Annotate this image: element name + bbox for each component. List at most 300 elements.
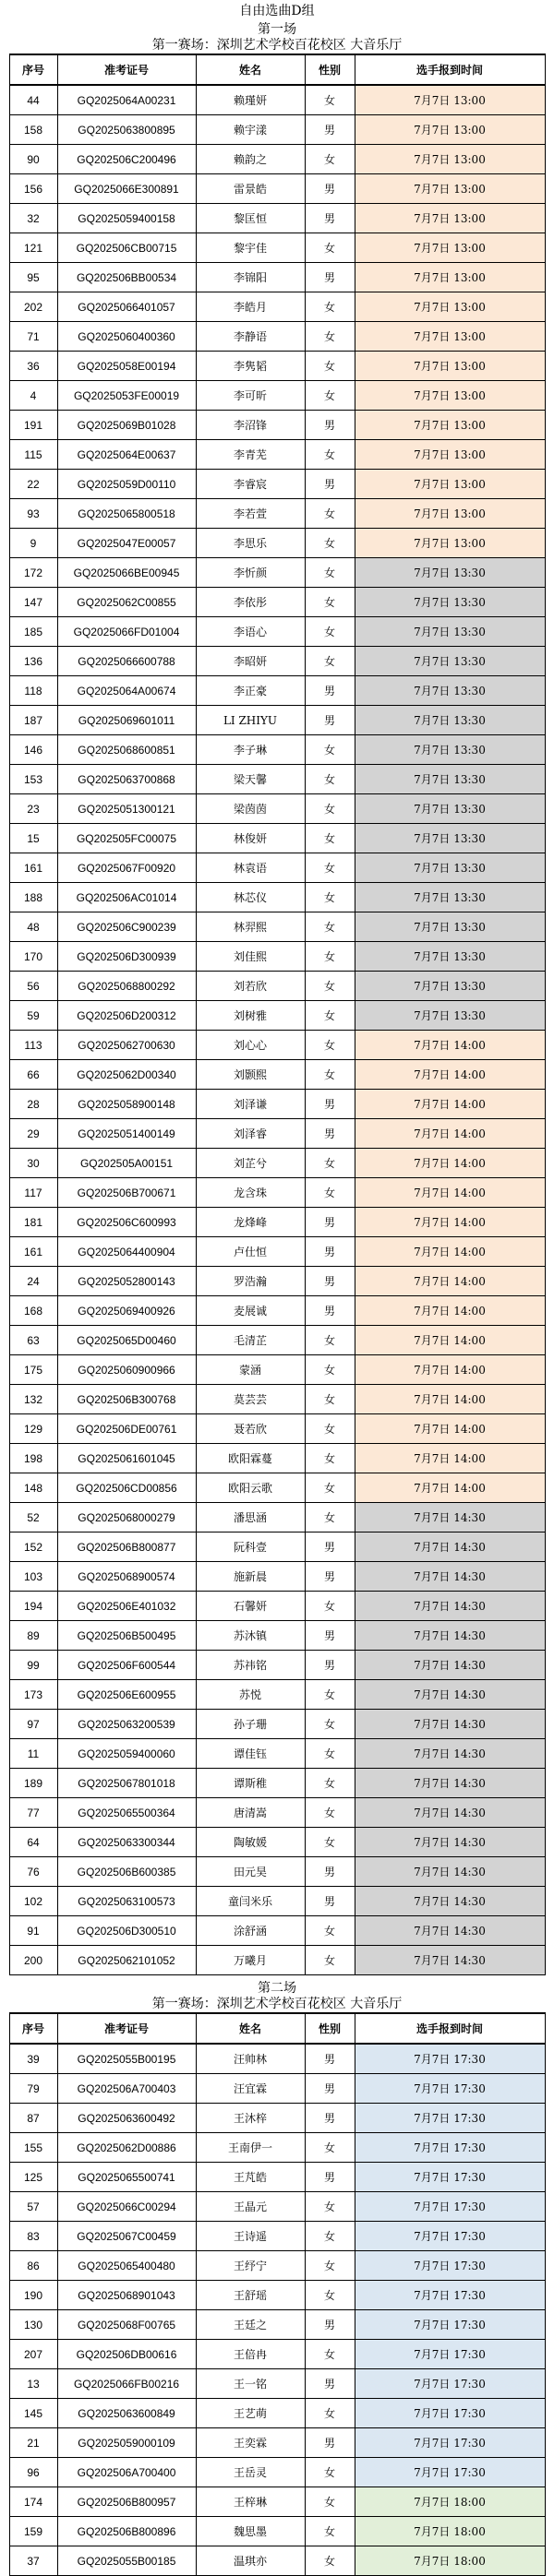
- gender-cell: 女: [305, 1828, 355, 1857]
- gender-cell: 男: [305, 1651, 355, 1680]
- table-row: [9, 2340, 545, 2369]
- table-row: [9, 2251, 545, 2281]
- seq-cell: 97: [9, 1710, 57, 1739]
- checkin-time-cell: 7月7日 13:00: [355, 292, 545, 322]
- checkin-time-cell: 7月7日 13:00: [355, 352, 545, 381]
- seq-cell: 96: [9, 2458, 57, 2487]
- checkin-time-cell: 7月7日 13:00: [355, 85, 545, 115]
- seq-cell: 71: [9, 322, 57, 352]
- gender-cell: 女: [305, 647, 355, 676]
- gender-cell: 女: [305, 2281, 355, 2310]
- checkin-time-cell: 7月7日 17:30: [355, 2104, 545, 2133]
- exam-id-cell: GQ202506A700403: [57, 2074, 196, 2104]
- checkin-time-cell: 7月7日 13:30: [355, 765, 545, 794]
- gender-cell: 女: [305, 735, 355, 765]
- exam-id-cell: GQ202506B800877: [57, 1532, 196, 1562]
- exam-id-cell: GQ202506DB00616: [57, 2340, 196, 2369]
- table-row: [9, 2369, 545, 2399]
- gender-cell: 女: [305, 1444, 355, 1473]
- checkin-time-cell: 7月7日 14:30: [355, 1592, 545, 1621]
- exam-id-cell: GQ202505FC00075: [57, 824, 196, 853]
- name-cell: 李可昕: [196, 381, 305, 411]
- gender-cell: 女: [305, 853, 355, 883]
- table-row: [9, 470, 545, 499]
- checkin-time-cell: 7月7日 13:00: [355, 204, 545, 233]
- table-row: [9, 706, 545, 735]
- gender-cell: 男: [305, 115, 355, 145]
- name-cell: 李思乐: [196, 529, 305, 558]
- name-cell: 黎宇佳: [196, 233, 305, 263]
- seq-cell: 83: [9, 2222, 57, 2251]
- table-row: [9, 1208, 545, 1237]
- gender-cell: 女: [305, 558, 355, 588]
- name-cell: 苏沐镇: [196, 1621, 305, 1651]
- exam-id-cell: GQ2025051400149: [57, 1119, 196, 1149]
- seq-cell: 118: [9, 676, 57, 706]
- name-cell: 李忻颜: [196, 558, 305, 588]
- name-cell: 石馨妍: [196, 1592, 305, 1621]
- exam-id-cell: GQ202506B600385: [57, 1857, 196, 1887]
- gender-cell: 女: [305, 1710, 355, 1739]
- gender-header: 性别: [305, 54, 355, 85]
- checkin-time-cell: 7月7日 14:00: [355, 1237, 545, 1267]
- seq-header: 序号: [9, 2013, 57, 2044]
- gender-cell: 女: [305, 794, 355, 824]
- checkin-time-cell: 7月7日 14:00: [355, 1473, 545, 1503]
- name-cell: 王梓琳: [196, 2487, 305, 2517]
- checkin-time-cell: 7月7日 13:30: [355, 1001, 545, 1031]
- seq-cell: 23: [9, 794, 57, 824]
- gender-cell: 男: [305, 2428, 355, 2458]
- table-row: [9, 1296, 545, 1326]
- name-cell: 童闫米乐: [196, 1887, 305, 1916]
- gender-cell: 男: [305, 411, 355, 440]
- checkin-time-cell: 7月7日 14:30: [355, 1769, 545, 1798]
- seq-cell: 77: [9, 1798, 57, 1828]
- table-row: [9, 1119, 545, 1149]
- name-cell: 谭佳钰: [196, 1739, 305, 1769]
- checkin-time-cell: 7月7日 14:00: [355, 1326, 545, 1355]
- seq-cell: 117: [9, 1178, 57, 1208]
- gender-cell: 女: [305, 1473, 355, 1503]
- name-cell: 潘思涵: [196, 1503, 305, 1532]
- exam-id-cell: GQ2025063600849: [57, 2399, 196, 2428]
- exam-id-cell: GQ2025059D00110: [57, 470, 196, 499]
- table-row: [9, 1473, 545, 1503]
- exam-id-cell: GQ2025066401057: [57, 292, 196, 322]
- exam-id-cell: GQ202506E600955: [57, 1680, 196, 1710]
- name-cell: 雷景皓: [196, 174, 305, 204]
- name-header: 姓名: [196, 2013, 305, 2044]
- seq-cell: 190: [9, 2281, 57, 2310]
- seq-cell: 95: [9, 263, 57, 292]
- gender-cell: 女: [305, 912, 355, 942]
- name-cell: 梁天馨: [196, 765, 305, 794]
- exam-id-cell: GQ2025064E00637: [57, 440, 196, 470]
- gender-cell: 女: [305, 2192, 355, 2222]
- table-row: [9, 1680, 545, 1710]
- table-row: [9, 2074, 545, 2104]
- table-row: [9, 145, 545, 174]
- exam-id-cell: GQ2025069B01028: [57, 411, 196, 440]
- name-cell: 林袁语: [196, 853, 305, 883]
- checkin-time-cell: 7月7日 14:00: [355, 1178, 545, 1208]
- gender-cell: 女: [305, 942, 355, 972]
- gender-cell: 男: [305, 2074, 355, 2104]
- gender-cell: 女: [305, 499, 355, 529]
- exam-id-cell: GQ2025067F00920: [57, 853, 196, 883]
- table-row: [9, 1651, 545, 1680]
- gender-cell: 女: [305, 2517, 355, 2546]
- checkin-time-cell: 7月7日 13:30: [355, 735, 545, 765]
- checkin-time-cell: 7月7日 13:30: [355, 883, 545, 912]
- table-row: [9, 1090, 545, 1119]
- session-venue: 第一赛场：深圳艺术学校百花校区 大音乐厅: [151, 1997, 403, 2011]
- exam-id-cell: GQ2025065800518: [57, 499, 196, 529]
- name-cell: 王诗遥: [196, 2222, 305, 2251]
- name-cell: 李依彤: [196, 588, 305, 617]
- checkin-time-cell: 7月7日 13:00: [355, 145, 545, 174]
- exam-id-cell: GQ202506C600993: [57, 1208, 196, 1237]
- name-cell: 施新晨: [196, 1562, 305, 1592]
- checkin-time-cell: 7月7日 13:00: [355, 440, 545, 470]
- seq-cell: 155: [9, 2133, 57, 2163]
- checkin-time-cell: 7月7日 14:30: [355, 1798, 545, 1828]
- exam-id-cell: GQ2025066E300891: [57, 174, 196, 204]
- checkin-time-cell: 7月7日 18:00: [355, 2487, 545, 2517]
- name-cell: 刘颢熙: [196, 1060, 305, 1090]
- checkin-time-cell: 7月7日 13:30: [355, 588, 545, 617]
- name-cell: 赖韵之: [196, 145, 305, 174]
- gender-cell: 女: [305, 352, 355, 381]
- seq-cell: 145: [9, 2399, 57, 2428]
- exam-id-cell: GQ202506D300939: [57, 942, 196, 972]
- seq-cell: 113: [9, 1031, 57, 1060]
- gender-cell: 女: [305, 1178, 355, 1208]
- table-row: [9, 942, 545, 972]
- table-row: [9, 2044, 545, 2074]
- gender-cell: 男: [305, 1119, 355, 1149]
- name-cell: 李正豪: [196, 676, 305, 706]
- gender-cell: 女: [305, 1592, 355, 1621]
- exam-id-cell: GQ2025058E00194: [57, 352, 196, 381]
- exam-id-cell: GQ2025068F00765: [57, 2310, 196, 2340]
- checkin-time-cell: 7月7日 14:30: [355, 1621, 545, 1651]
- table-row: [9, 1031, 545, 1060]
- name-cell: 唐清嵩: [196, 1798, 305, 1828]
- exam-id-cell: GQ2025062D00340: [57, 1060, 196, 1090]
- checkin-time-cell: 7月7日 17:30: [355, 2340, 545, 2369]
- checkin-time-cell: 7月7日 14:30: [355, 1680, 545, 1710]
- table-row: [9, 676, 545, 706]
- exam-id-cell: GQ2025055B00185: [57, 2546, 196, 2576]
- checkin-time-cell: 7月7日 17:30: [355, 2133, 545, 2163]
- gender-cell: 女: [305, 1946, 355, 1975]
- name-cell: 麦展诚: [196, 1296, 305, 1326]
- checkin-time-cell: 7月7日 13:00: [355, 263, 545, 292]
- exam-id-cell: GQ202506D300510: [57, 1916, 196, 1946]
- gender-cell: 男: [305, 204, 355, 233]
- table-row: [9, 2428, 545, 2458]
- checkin-time-cell: 7月7日 14:00: [355, 1267, 545, 1296]
- table-row: [9, 2546, 545, 2576]
- table-row: [9, 1828, 545, 1857]
- seq-cell: 175: [9, 1355, 57, 1385]
- checkin-time-cell: 7月7日 14:00: [355, 1296, 545, 1326]
- checkin-time-cell: 7月7日 14:30: [355, 1710, 545, 1739]
- checkin-time-cell: 7月7日 14:30: [355, 1857, 545, 1887]
- table-row: [9, 1562, 545, 1592]
- name-cell: 刘心心: [196, 1031, 305, 1060]
- seq-cell: 202: [9, 292, 57, 322]
- name-cell: 李青芜: [196, 440, 305, 470]
- exam-id-cell: GQ2025052800143: [57, 1267, 196, 1296]
- seq-cell: 30: [9, 1149, 57, 1178]
- table-row: [9, 1444, 545, 1473]
- name-cell: 林羿熙: [196, 912, 305, 942]
- seq-cell: 66: [9, 1060, 57, 1090]
- table-row: [9, 1739, 545, 1769]
- name-cell: 阮科壹: [196, 1532, 305, 1562]
- name-cell: 罗浩瀚: [196, 1267, 305, 1296]
- name-cell: 万曦月: [196, 1946, 305, 1975]
- table-row: [9, 1887, 545, 1916]
- exam-id-cell: GQ2025066FB00216: [57, 2369, 196, 2399]
- gender-cell: 女: [305, 322, 355, 352]
- table-row: [9, 647, 545, 676]
- checkin-time-cell: 7月7日 17:30: [355, 2310, 545, 2340]
- checkin-time-cell: 7月7日 14:00: [355, 1385, 545, 1414]
- checkin-time-cell: 7月7日 17:30: [355, 2192, 545, 2222]
- exam-id-cell: GQ2025068600851: [57, 735, 196, 765]
- table-row: [9, 1149, 545, 1178]
- seq-cell: 24: [9, 1267, 57, 1296]
- roster-table: [9, 2012, 546, 2576]
- checkin-time-cell: 7月7日 17:30: [355, 2044, 545, 2074]
- name-cell: 李语心: [196, 617, 305, 647]
- seq-cell: 29: [9, 1119, 57, 1149]
- gender-cell: 女: [305, 1385, 355, 1414]
- table-row: [9, 2133, 545, 2163]
- seq-cell: 36: [9, 352, 57, 381]
- checkin-time-cell: 7月7日 14:30: [355, 1828, 545, 1857]
- gender-cell: 女: [305, 1739, 355, 1769]
- name-cell: 温琪亦: [196, 2546, 305, 2576]
- seq-cell: 21: [9, 2428, 57, 2458]
- seq-cell: 132: [9, 1385, 57, 1414]
- gender-cell: 女: [305, 1503, 355, 1532]
- session-venue: 第一赛场：深圳艺术学校百花校区 大音乐厅: [151, 38, 403, 53]
- seq-cell: 93: [9, 499, 57, 529]
- name-cell: 田元昊: [196, 1857, 305, 1887]
- name-header: 姓名: [196, 54, 305, 85]
- seq-cell: 86: [9, 2251, 57, 2281]
- exam-id-cell: GQ2025066600788: [57, 647, 196, 676]
- checkin-time-header: 选手报到时间: [355, 2013, 545, 2044]
- table-row: [9, 1532, 545, 1562]
- checkin-time-cell: 7月7日 14:30: [355, 1946, 545, 1975]
- checkin-time-header: 选手报到时间: [355, 54, 545, 85]
- name-cell: 龙烽峰: [196, 1208, 305, 1237]
- seq-cell: 152: [9, 1532, 57, 1562]
- name-cell: 林芯仪: [196, 883, 305, 912]
- name-cell: 王岳灵: [196, 2458, 305, 2487]
- table-row: [9, 85, 545, 115]
- table-row: [9, 322, 545, 352]
- exam-id-cell: GQ2025066BE00945: [57, 558, 196, 588]
- table-row: [9, 617, 545, 647]
- table-row: [9, 1178, 545, 1208]
- name-cell: 赖宇漾: [196, 115, 305, 145]
- name-cell: 王一铭: [196, 2369, 305, 2399]
- checkin-time-cell: 7月7日 14:00: [355, 1090, 545, 1119]
- exam-id-cell: GQ2025069400926: [57, 1296, 196, 1326]
- seq-cell: 161: [9, 853, 57, 883]
- gender-cell: 男: [305, 2163, 355, 2192]
- checkin-time-cell: 7月7日 14:00: [355, 1414, 545, 1444]
- seq-cell: 156: [9, 174, 57, 204]
- checkin-time-cell: 7月7日 14:00: [355, 1208, 545, 1237]
- name-cell: 林俊妍: [196, 824, 305, 853]
- exam-id-cell: GQ2025063200539: [57, 1710, 196, 1739]
- session-heading: 第一场: [258, 22, 296, 37]
- exam-id-cell: GQ2025053FE00019: [57, 381, 196, 411]
- checkin-time-cell: 7月7日 14:00: [355, 1060, 545, 1090]
- gender-cell: 女: [305, 1916, 355, 1946]
- table-row: [9, 1710, 545, 1739]
- name-cell: 黎匡恒: [196, 204, 305, 233]
- exam-id-cell: GQ2025060900966: [57, 1355, 196, 1385]
- checkin-time-cell: 7月7日 14:30: [355, 1887, 545, 1916]
- name-cell: 王芃皓: [196, 2163, 305, 2192]
- gender-cell: 男: [305, 263, 355, 292]
- table-row: [9, 115, 545, 145]
- table-row: [9, 499, 545, 529]
- gender-cell: 女: [305, 765, 355, 794]
- checkin-time-cell: 7月7日 13:00: [355, 381, 545, 411]
- name-cell: 卢仕恒: [196, 1237, 305, 1267]
- table-row: [9, 1592, 545, 1621]
- gender-cell: 女: [305, 85, 355, 115]
- name-cell: 李睿宸: [196, 470, 305, 499]
- seq-cell: 191: [9, 411, 57, 440]
- seq-cell: 207: [9, 2340, 57, 2369]
- seq-cell: 37: [9, 2546, 57, 2576]
- checkin-time-cell: 7月7日 17:30: [355, 2281, 545, 2310]
- checkin-time-cell: 7月7日 13:30: [355, 853, 545, 883]
- name-cell: 魏思墨: [196, 2517, 305, 2546]
- gender-cell: 女: [305, 2340, 355, 2369]
- exam-id-cell: GQ202506D200312: [57, 1001, 196, 1031]
- gender-cell: 女: [305, 1680, 355, 1710]
- table-row: [9, 2281, 545, 2310]
- table-row: [9, 1326, 545, 1355]
- checkin-time-cell: 7月7日 17:30: [355, 2369, 545, 2399]
- table-row: [9, 263, 545, 292]
- exam-id-cell: GQ202506B300768: [57, 1385, 196, 1414]
- checkin-time-cell: 7月7日 17:30: [355, 2251, 545, 2281]
- exam-id-cell: GQ2025062101052: [57, 1946, 196, 1975]
- table-row: [9, 558, 545, 588]
- exam-id-cell: GQ2025065500741: [57, 2163, 196, 2192]
- checkin-time-cell: 7月7日 14:30: [355, 1739, 545, 1769]
- checkin-time-cell: 7月7日 13:00: [355, 470, 545, 499]
- exam-id-cell: GQ202506F600544: [57, 1651, 196, 1680]
- gender-cell: 男: [305, 1532, 355, 1562]
- table-row: [9, 972, 545, 1001]
- seq-cell: 172: [9, 558, 57, 588]
- name-cell: 刘泽谦: [196, 1090, 305, 1119]
- name-cell: 孙子珊: [196, 1710, 305, 1739]
- checkin-time-cell: 7月7日 14:30: [355, 1503, 545, 1532]
- seq-cell: 15: [9, 824, 57, 853]
- gender-cell: 女: [305, 440, 355, 470]
- seq-cell: 22: [9, 470, 57, 499]
- gender-cell: 女: [305, 2399, 355, 2428]
- gender-cell: 女: [305, 1769, 355, 1798]
- exam-id-cell: GQ202506C200496: [57, 145, 196, 174]
- checkin-time-cell: 7月7日 13:30: [355, 942, 545, 972]
- gender-cell: 女: [305, 1798, 355, 1828]
- seq-cell: 79: [9, 2074, 57, 2104]
- gender-cell: 男: [305, 2310, 355, 2340]
- seq-cell: 181: [9, 1208, 57, 1237]
- gender-cell: 男: [305, 470, 355, 499]
- table-row: [9, 824, 545, 853]
- table-row: [9, 352, 545, 381]
- name-cell: 李锦阳: [196, 263, 305, 292]
- table-row: [9, 2310, 545, 2340]
- exam-id-cell: GQ2025062700630: [57, 1031, 196, 1060]
- gender-cell: 女: [305, 617, 355, 647]
- table-row: [9, 411, 545, 440]
- seq-cell: 153: [9, 765, 57, 794]
- seq-cell: 91: [9, 1916, 57, 1946]
- gender-cell: 男: [305, 1296, 355, 1326]
- seq-cell: 103: [9, 1562, 57, 1592]
- checkin-time-cell: 7月7日 14:00: [355, 1444, 545, 1473]
- seq-cell: 159: [9, 2517, 57, 2546]
- checkin-time-cell: 7月7日 14:00: [355, 1031, 545, 1060]
- seq-cell: 188: [9, 883, 57, 912]
- exam-id-cell: GQ2025063700868: [57, 765, 196, 794]
- gender-cell: 男: [305, 1208, 355, 1237]
- seq-cell: 28: [9, 1090, 57, 1119]
- name-cell: 蒙涵: [196, 1355, 305, 1385]
- exam-id-cell: GQ202506DE00761: [57, 1414, 196, 1444]
- seq-cell: 44: [9, 85, 57, 115]
- seq-cell: 39: [9, 2044, 57, 2074]
- table-row: [9, 2222, 545, 2251]
- name-cell: 涂舒涵: [196, 1916, 305, 1946]
- table-row: [9, 794, 545, 824]
- gender-cell: 男: [305, 676, 355, 706]
- seq-cell: 64: [9, 1828, 57, 1857]
- table-row: [9, 1621, 545, 1651]
- gender-cell: 女: [305, 2487, 355, 2517]
- exam-id-cell: GQ2025051300121: [57, 794, 196, 824]
- table-row: [9, 1857, 545, 1887]
- seq-cell: 115: [9, 440, 57, 470]
- group-title: 自由选曲D组: [239, 4, 315, 18]
- table-row: [9, 1237, 545, 1267]
- exam-id-cell: GQ2025059000109: [57, 2428, 196, 2458]
- seq-cell: 185: [9, 617, 57, 647]
- exam-id-cell: GQ202506A700400: [57, 2458, 196, 2487]
- gender-cell: 男: [305, 706, 355, 735]
- gender-cell: 女: [305, 2458, 355, 2487]
- exam-id-cell: GQ202505A00151: [57, 1149, 196, 1178]
